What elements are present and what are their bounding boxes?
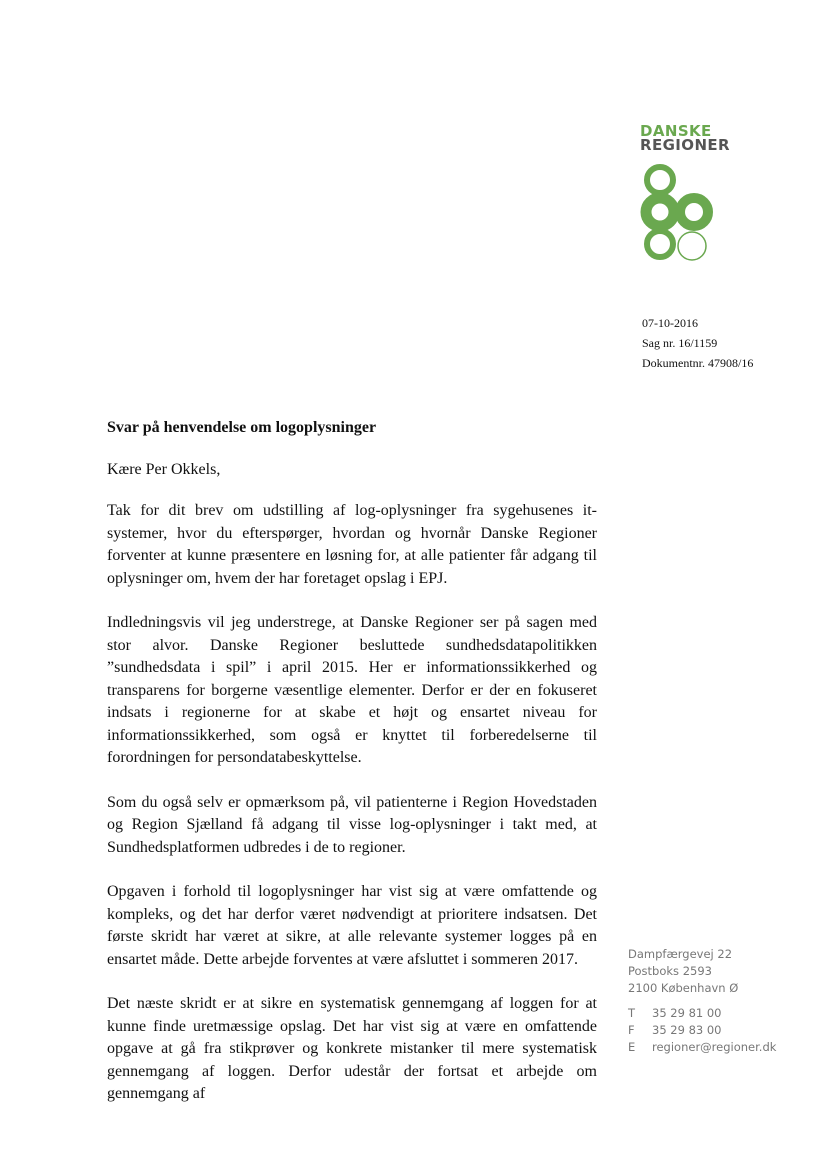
letter-date: 07-10-2016: [642, 316, 698, 330]
letter-subject: Svar på henvendelse om logoplysninger: [107, 419, 377, 436]
fax-number: 35 29 83 00: [652, 1023, 722, 1037]
danske-regioner-logo: [640, 122, 730, 274]
logo-word-regioner: REGIONER: [640, 136, 730, 154]
paragraph: Indledningsvis vil jeg understrege, at Danske Regioner ser på sagen med stor alvor. Danske Regioner besluttede sundhedsdatapolitikken ”sundhedsdata i spil” i april 2015. Her er informationssikkerhed og transparens for borgerne væsentlige elementer. Derfor er der en fokuseret indsats i regionerne for at skabe et højt og ensartet niveau for informationssikkerhed, som også er knyttet til forberedelserne til forordningen for persondatabeskyttelse.: [107, 614, 597, 766]
logo-ring: [647, 231, 673, 257]
case-number: Sag nr. 16/1159: [642, 336, 718, 350]
paragraph: Tak for dit brev om udstilling af log-oplysninger fra sygehusenes it-systemer, hvor du efterspørger, hvordan og hvornår Danske Regioner forventer at kunne præsentere en løsning for, at alle patienter får adgang til oplysninger om, hvem der har foretaget opslag i EPJ.: [107, 502, 597, 587]
letter-salutation: Kære Per Okkels,: [107, 461, 221, 478]
email-row: [628, 1039, 776, 1056]
logo-rings-icon: [640, 160, 720, 272]
fax-label: F: [628, 1023, 635, 1037]
logo-ring: [647, 167, 673, 193]
paragraph: Opgaven i forhold til logoplysninger har vist sig at være omfattende og kompleks, og det har derfor været nødvendigt at prioritere indsatsen. Det første skridt har været at sikre, at alle relevante systemer logges på en ensartet måde. Dette arbejde forventes at være afsluttet i sommeren 2017.: [107, 883, 597, 968]
document-number: Dokumentnr. 47908/16: [642, 356, 754, 370]
logo-ring: [680, 198, 708, 226]
fax-row: [628, 1022, 776, 1039]
phone-row: [628, 1005, 776, 1022]
phone-number: 35 29 81 00: [652, 1006, 722, 1020]
email-label: E: [628, 1040, 636, 1054]
paragraph: Som du også selv er opmærksom på, vil patienterne i Region Hovedstaden og Region Sjælland få adgang til visse log-oplysninger i takt med, at Sundhedsplatformen udbredes i de to regioner.: [107, 793, 597, 856]
email-address: regioner@regioner.dk: [652, 1040, 777, 1054]
address-pobox: Postboks 2593: [628, 964, 712, 978]
address-city: 2100 København Ø: [628, 981, 739, 995]
sender-address: [628, 946, 776, 1056]
document-meta: [642, 313, 753, 373]
logo-word-danske: DANSKE: [640, 122, 712, 140]
logo-ring: [678, 232, 706, 260]
paragraph: Det næste skridt er at sikre en systematisk gennemgang af loggen for at kunne finde uretmæssige opslag. Det har vist sig at være en omfattende opgave at gå fra stikprøver og konkrete mistanker til mere systematisk gennemgang af loggen. Derfor udestår der fortsat et arbejde om gennemgang af: [107, 995, 597, 1102]
phone-label: T: [628, 1006, 636, 1020]
letter-body: [107, 418, 597, 1128]
address-street: Dampfærgevej 22: [628, 947, 733, 961]
logo-ring: [646, 198, 674, 226]
